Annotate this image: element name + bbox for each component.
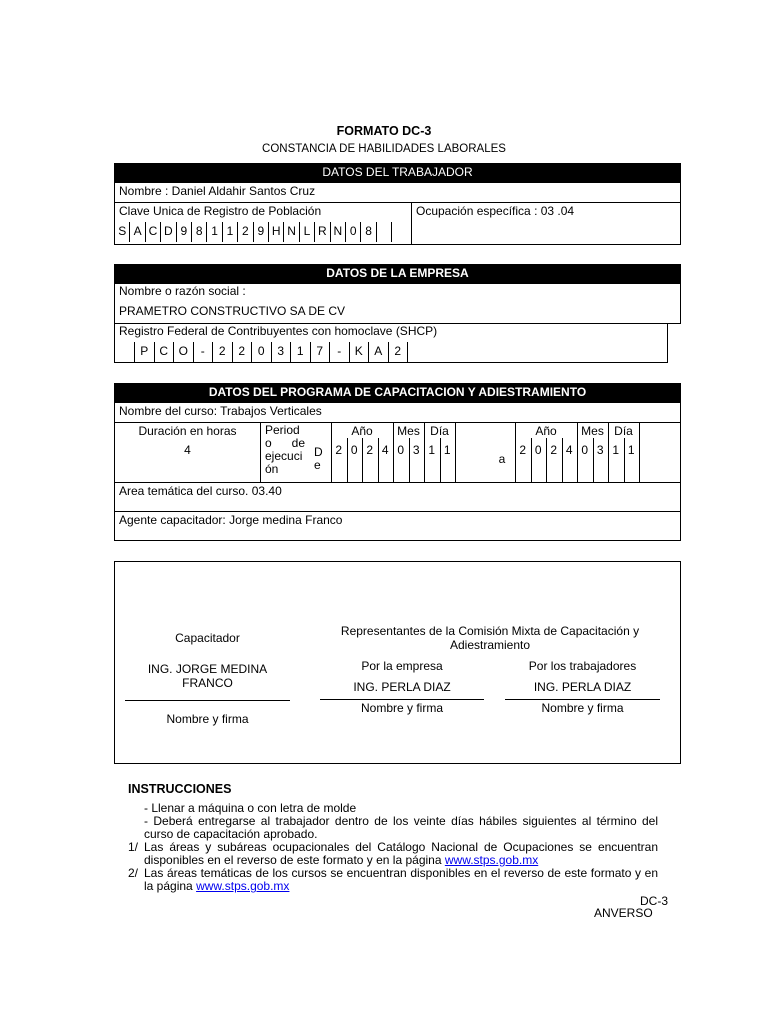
empresa-representante-name: ING. PERLA DIAZ [353, 680, 451, 694]
nota-2: Las áreas temáticas de los cursos se encuentran disponibles en el reverso de este formato y en la página www.stps.gob.mx [144, 866, 658, 893]
rfc-label: Registro Federal de Contribuyentes con homoclave (SHCP) [119, 324, 438, 338]
inicio-mes-label: Mes [397, 424, 420, 438]
inicio-date-digit: 3 [412, 443, 420, 457]
rfc-char: C [154, 342, 174, 362]
inicio-date-digit: 1 [428, 443, 436, 457]
periodo-a-label: a [498, 452, 506, 466]
fin-dia-label: Día [614, 424, 633, 438]
inicio-date-digit: 1 [443, 443, 451, 457]
rfc-char: 2 [388, 342, 408, 362]
section-bar-empresa: DATOS DE LA EMPRESA [114, 264, 681, 283]
instruccion-1: - Llenar a máquina o con letra de molde [144, 801, 357, 815]
inicio-date-digit: 2 [335, 443, 343, 457]
de-label: D e [314, 445, 323, 472]
duracion-value: 4 [184, 443, 191, 457]
stps-link-2[interactable]: www.stps.gob.mx [196, 879, 290, 893]
rfc-char: 2 [232, 342, 252, 362]
footer-code: DC-3 [640, 894, 669, 908]
curp-char: R [314, 222, 329, 242]
rfc-char: - [329, 342, 349, 362]
fin-date-digit: 0 [581, 443, 589, 457]
curp-char: L [299, 222, 314, 242]
curp-char: 2 [237, 222, 252, 242]
section-bar-programa: DATOS DEL PROGRAMA DE CAPACITACION Y ADIESTRAMIENTO [114, 383, 681, 402]
curp-char: 9 [176, 222, 191, 242]
empresa-nombre-firma: Nombre y firma [360, 701, 443, 715]
rfc-char: 7 [310, 342, 330, 362]
periodo-label: Period o de ejecuci ón [265, 423, 306, 476]
trabajadores-signature-line [505, 699, 660, 700]
rfc-char: A [368, 342, 388, 362]
instrucciones-title: INSTRUCCIONES [128, 782, 232, 796]
curp-char: A [129, 222, 144, 242]
fin-date-digit: 2 [550, 443, 558, 457]
curp-char: 8 [191, 222, 206, 242]
rfc-char: 3 [271, 342, 291, 362]
fin-date-digit: 1 [627, 443, 635, 457]
fin-date-digit: 3 [596, 443, 604, 457]
inicio-date-digit: 0 [350, 443, 358, 457]
curp-char [376, 222, 391, 242]
footer-side: ANVERSO [594, 906, 653, 920]
agente-capacitador: Agente capacitador: Jorge medina Franco [119, 513, 343, 527]
rfc-char: O [173, 342, 193, 362]
inicio-date-digit: 4 [381, 443, 389, 457]
rfc-char: K [349, 342, 369, 362]
nota-2-number: 2/ [128, 866, 139, 880]
duracion-label: Duración en horas [138, 424, 237, 438]
curp-char: N [283, 222, 298, 242]
fin-anio-label: Año [535, 424, 557, 438]
fin-date-digit: 0 [534, 443, 542, 457]
nota-1: Las áreas y subáreas ocupacionales del Catálogo Nacional de Ocupaciones se encuentran disponibles en el reverso de este formato y en la página www.stps.gob.mx [144, 840, 658, 867]
curp-char: 1 [222, 222, 237, 242]
curp-char: 1 [206, 222, 221, 242]
nombre-trabajador: Nombre : Daniel Aldahir Santos Cruz [119, 184, 316, 198]
form-title: FORMATO DC-3 [336, 124, 432, 138]
inicio-date-digit: 2 [366, 443, 374, 457]
capacitador-name: ING. JORGE MEDINA FRANCO [147, 662, 268, 690]
capacitador-label: Capacitador [175, 631, 240, 645]
fin-date-digit: 1 [612, 443, 620, 457]
fin-date-digit: 2 [519, 443, 527, 457]
curp-char: C [145, 222, 160, 242]
curp-label: Clave Unica de Registro de Población [119, 204, 322, 218]
curp-char: S [114, 222, 129, 242]
inicio-anio-label: Año [351, 424, 373, 438]
rfc-char: 2 [212, 342, 232, 362]
curp-char: 8 [360, 222, 375, 242]
razon-social-value: PRAMETRO CONSTRUCTIVO SA DE CV [119, 304, 346, 318]
curp-char: D [160, 222, 175, 242]
por-la-empresa-label: Por la empresa [361, 659, 443, 673]
capacitador-nombre-firma: Nombre y firma [166, 712, 249, 726]
inicio-dia-label: Día [430, 424, 449, 438]
fin-mes-label: Mes [581, 424, 604, 438]
curp-char: N [330, 222, 345, 242]
por-los-trabajadores-label: Por los trabajadores [528, 659, 637, 673]
curp-char: 9 [253, 222, 268, 242]
stps-link-1[interactable]: www.stps.gob.mx [444, 853, 539, 867]
capacitador-signature-line [125, 700, 290, 701]
trabajadores-representante-name: ING. PERLA DIAZ [533, 680, 632, 694]
rfc-char: 1 [290, 342, 310, 362]
rfc-char: P [134, 342, 154, 362]
section-bar-trabajador: DATOS DEL TRABAJADOR [114, 163, 681, 182]
fin-date-digit: 4 [565, 443, 573, 457]
curp-characters [114, 220, 411, 242]
rfc-char: - [193, 342, 213, 362]
nota-1-number: 1/ [128, 840, 139, 854]
ocupacion-especifica: Ocupación específica : 03 .04 [416, 204, 575, 218]
rfc-characters [114, 340, 414, 362]
curp-char: H [268, 222, 283, 242]
instruccion-2: - Deberá entregarse al trabajador dentro de los veinte días hábiles siguientes al término del curso de capacitación aprobado. [144, 814, 658, 841]
inicio-date-digit: 0 [397, 443, 405, 457]
empresa-signature-line [320, 699, 484, 700]
curp-char: 0 [345, 222, 360, 242]
rfc-char: 0 [251, 342, 271, 362]
form-subtitle: CONSTANCIA DE HABILIDADES LABORALES [262, 143, 506, 155]
razon-social-label: Nombre o razón social : [119, 284, 246, 298]
trabajadores-nombre-firma: Nombre y firma [541, 701, 624, 715]
nombre-curso: Nombre del curso: Trabajos Verticales [119, 404, 322, 418]
area-tematica: Area temática del curso. 03.40 [119, 484, 282, 498]
comision-mixta-label: Representantes de la Comisión Mixta de Capacitación y Adiestramiento [340, 624, 640, 652]
